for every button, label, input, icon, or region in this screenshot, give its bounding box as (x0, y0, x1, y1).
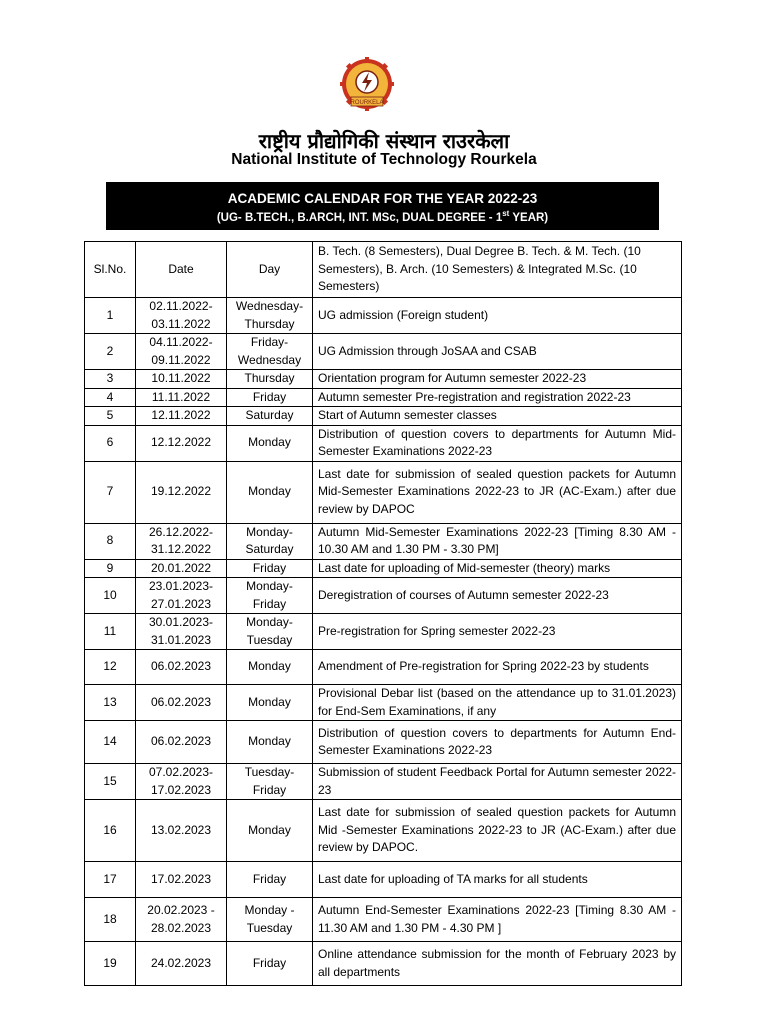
row-slno: 4 (85, 388, 136, 407)
row-date: 12.11.2022 (136, 407, 227, 426)
table-row (85, 388, 682, 407)
row-slno: 3 (85, 370, 136, 389)
row-event: Amendment of Pre-registration for Spring 2022-23 by students (313, 650, 682, 685)
row-date: 30.01.2023-31.01.2023 (136, 614, 227, 650)
row-event: Last date for uploading of Mid-semester (theory) marks (313, 559, 682, 578)
row-day: Thursday (227, 370, 313, 389)
table-row (85, 559, 682, 578)
row-day: Monday - Tuesday (227, 898, 313, 942)
row-event: Autumn End-Semester Examinations 2022-23 [Timing 8.30 AM - 11.30 AM and 1.30 PM - 4.30 PM ] (313, 898, 682, 942)
row-slno: 17 (85, 862, 136, 898)
calendar-subtitle (106, 209, 659, 224)
row-date: 26.12.2022-31.12.2022 (136, 523, 227, 559)
row-event: Start of Autumn semester classes (313, 407, 682, 426)
row-date: 02.11.2022-03.11.2022 (136, 298, 227, 334)
row-slno: 16 (85, 800, 136, 862)
table-row (85, 461, 682, 523)
row-day: Monday (227, 800, 313, 862)
row-event: Deregistration of courses of Autumn semester 2022-23 (313, 578, 682, 614)
row-event: UG Admission through JoSAA and CSAB (313, 334, 682, 370)
row-event: UG admission (Foreign student) (313, 298, 682, 334)
row-event: Last date for submission of sealed question packets for Autumn Mid -Semester Examinations 2022-23 to JR (AC-Exam.) after due review by DAPOC. (313, 800, 682, 862)
table-row (85, 650, 682, 685)
table-row (85, 685, 682, 721)
header-slno: Sl.No. (85, 242, 136, 298)
row-day: Monday-Tuesday (227, 614, 313, 650)
table-row (85, 425, 682, 461)
row-event: Last date for uploading of TA marks for all students (313, 862, 682, 898)
table-row (85, 800, 682, 862)
row-slno: 11 (85, 614, 136, 650)
row-slno: 19 (85, 942, 136, 986)
row-day: Wednesday-Thursday (227, 298, 313, 334)
row-day: Monday (227, 721, 313, 764)
row-date: 04.11.2022-09.11.2022 (136, 334, 227, 370)
row-date: 10.11.2022 (136, 370, 227, 389)
row-slno: 2 (85, 334, 136, 370)
header-date: Date (136, 242, 227, 298)
row-slno: 1 (85, 298, 136, 334)
row-event: Provisional Debar list (based on the attendance up to 31.01.2023) for End-Sem Examinations, if any (313, 685, 682, 721)
row-slno: 15 (85, 764, 136, 800)
row-event: Autumn semester Pre-registration and registration 2022-23 (313, 388, 682, 407)
row-slno: 9 (85, 559, 136, 578)
row-event: Submission of student Feedback Portal for Autumn semester 2022- 23 (313, 764, 682, 800)
row-event: Orientation program for Autumn semester 2022-23 (313, 370, 682, 389)
table-row (85, 764, 682, 800)
row-date: 24.02.2023 (136, 942, 227, 986)
row-day: Friday-Wednesday (227, 334, 313, 370)
table-row (85, 942, 682, 986)
academic-calendar-table (84, 241, 682, 986)
institute-name-hindi: राष्ट्रीय प्रौद्योगिकी संस्थान राउरकेला (258, 129, 510, 153)
table-row (85, 614, 682, 650)
row-date: 07.02.2023-17.02.2023 (136, 764, 227, 800)
calendar-title: ACADEMIC CALENDAR FOR THE YEAR 2022-23 (227, 191, 538, 206)
table-row (85, 862, 682, 898)
row-event: Pre-registration for Spring semester 2022-23 (313, 614, 682, 650)
row-date: 06.02.2023 (136, 721, 227, 764)
row-date: 20.02.2023 - 28.02.2023 (136, 898, 227, 942)
row-slno: 10 (85, 578, 136, 614)
row-date: 06.02.2023 (136, 685, 227, 721)
row-date: 12.12.2022 (136, 425, 227, 461)
table-row (85, 334, 682, 370)
table-row (85, 578, 682, 614)
subtitle-prefix: (UG- B.TECH., B.ARCH, INT. MSc, DUAL DEGREE - 1 (216, 211, 503, 224)
subtitle-superscript: st (502, 209, 510, 218)
row-date: 19.12.2022 (136, 461, 227, 523)
institute-logo (338, 57, 396, 113)
logo-ring-text: ROURKELA (350, 100, 384, 106)
row-day: Monday (227, 685, 313, 721)
row-event: Distribution of question covers to departments for Autumn Mid-Semester Examinations 2022-23 (313, 425, 682, 461)
row-event: Last date for submission of sealed question packets for Autumn Mid-Semester Examinations 2022-23 to JR (AC-Exam.) after due review by DAPOC (313, 461, 682, 523)
calendar-title-banner (106, 182, 659, 230)
row-slno: 8 (85, 523, 136, 559)
header-day: Day (227, 242, 313, 298)
table-row (85, 898, 682, 942)
row-event: Distribution of question covers to departments for Autumn End-Semester Examinations 2022-23 (313, 721, 682, 764)
table-header-row (85, 242, 682, 298)
table-row (85, 523, 682, 559)
header-programs: B. Tech. (8 Semesters), Dual Degree B. Tech. & M. Tech. (10 Semesters), B. Arch. (10 Semesters) & Integrated M.Sc. (10 Semesters) (313, 242, 682, 298)
row-slno: 14 (85, 721, 136, 764)
table-row (85, 407, 682, 426)
row-day: Tuesday-Friday (227, 764, 313, 800)
row-slno: 18 (85, 898, 136, 942)
row-day: Monday-Friday (227, 578, 313, 614)
row-event: Online attendance submission for the month of February 2023 by all departments (313, 942, 682, 986)
row-date: 23.01.2023-27.01.2023 (136, 578, 227, 614)
row-slno: 7 (85, 461, 136, 523)
row-day: Monday (227, 425, 313, 461)
table-row (85, 721, 682, 764)
subtitle-suffix: YEAR) (509, 211, 549, 224)
row-day: Friday (227, 942, 313, 986)
row-date: 20.01.2022 (136, 559, 227, 578)
calendar-rows (85, 298, 682, 986)
row-day: Friday (227, 862, 313, 898)
row-day: Monday (227, 650, 313, 685)
row-day: Monday-Saturday (227, 523, 313, 559)
row-day: Friday (227, 559, 313, 578)
row-date: 17.02.2023 (136, 862, 227, 898)
row-date: 11.11.2022 (136, 388, 227, 407)
row-slno: 13 (85, 685, 136, 721)
table-row (85, 370, 682, 389)
row-date: 06.02.2023 (136, 650, 227, 685)
row-slno: 12 (85, 650, 136, 685)
row-day: Friday (227, 388, 313, 407)
table-row (85, 298, 682, 334)
row-slno: 5 (85, 407, 136, 426)
row-slno: 6 (85, 425, 136, 461)
row-day: Saturday (227, 407, 313, 426)
row-date: 13.02.2023 (136, 800, 227, 862)
row-event: Autumn Mid-Semester Examinations 2022-23 [Timing 8.30 AM - 10.30 AM and 1.30 PM - 3.30 PM] (313, 523, 682, 559)
institute-name-english: National Institute of Technology Rourkela (231, 151, 537, 168)
row-day: Monday (227, 461, 313, 523)
